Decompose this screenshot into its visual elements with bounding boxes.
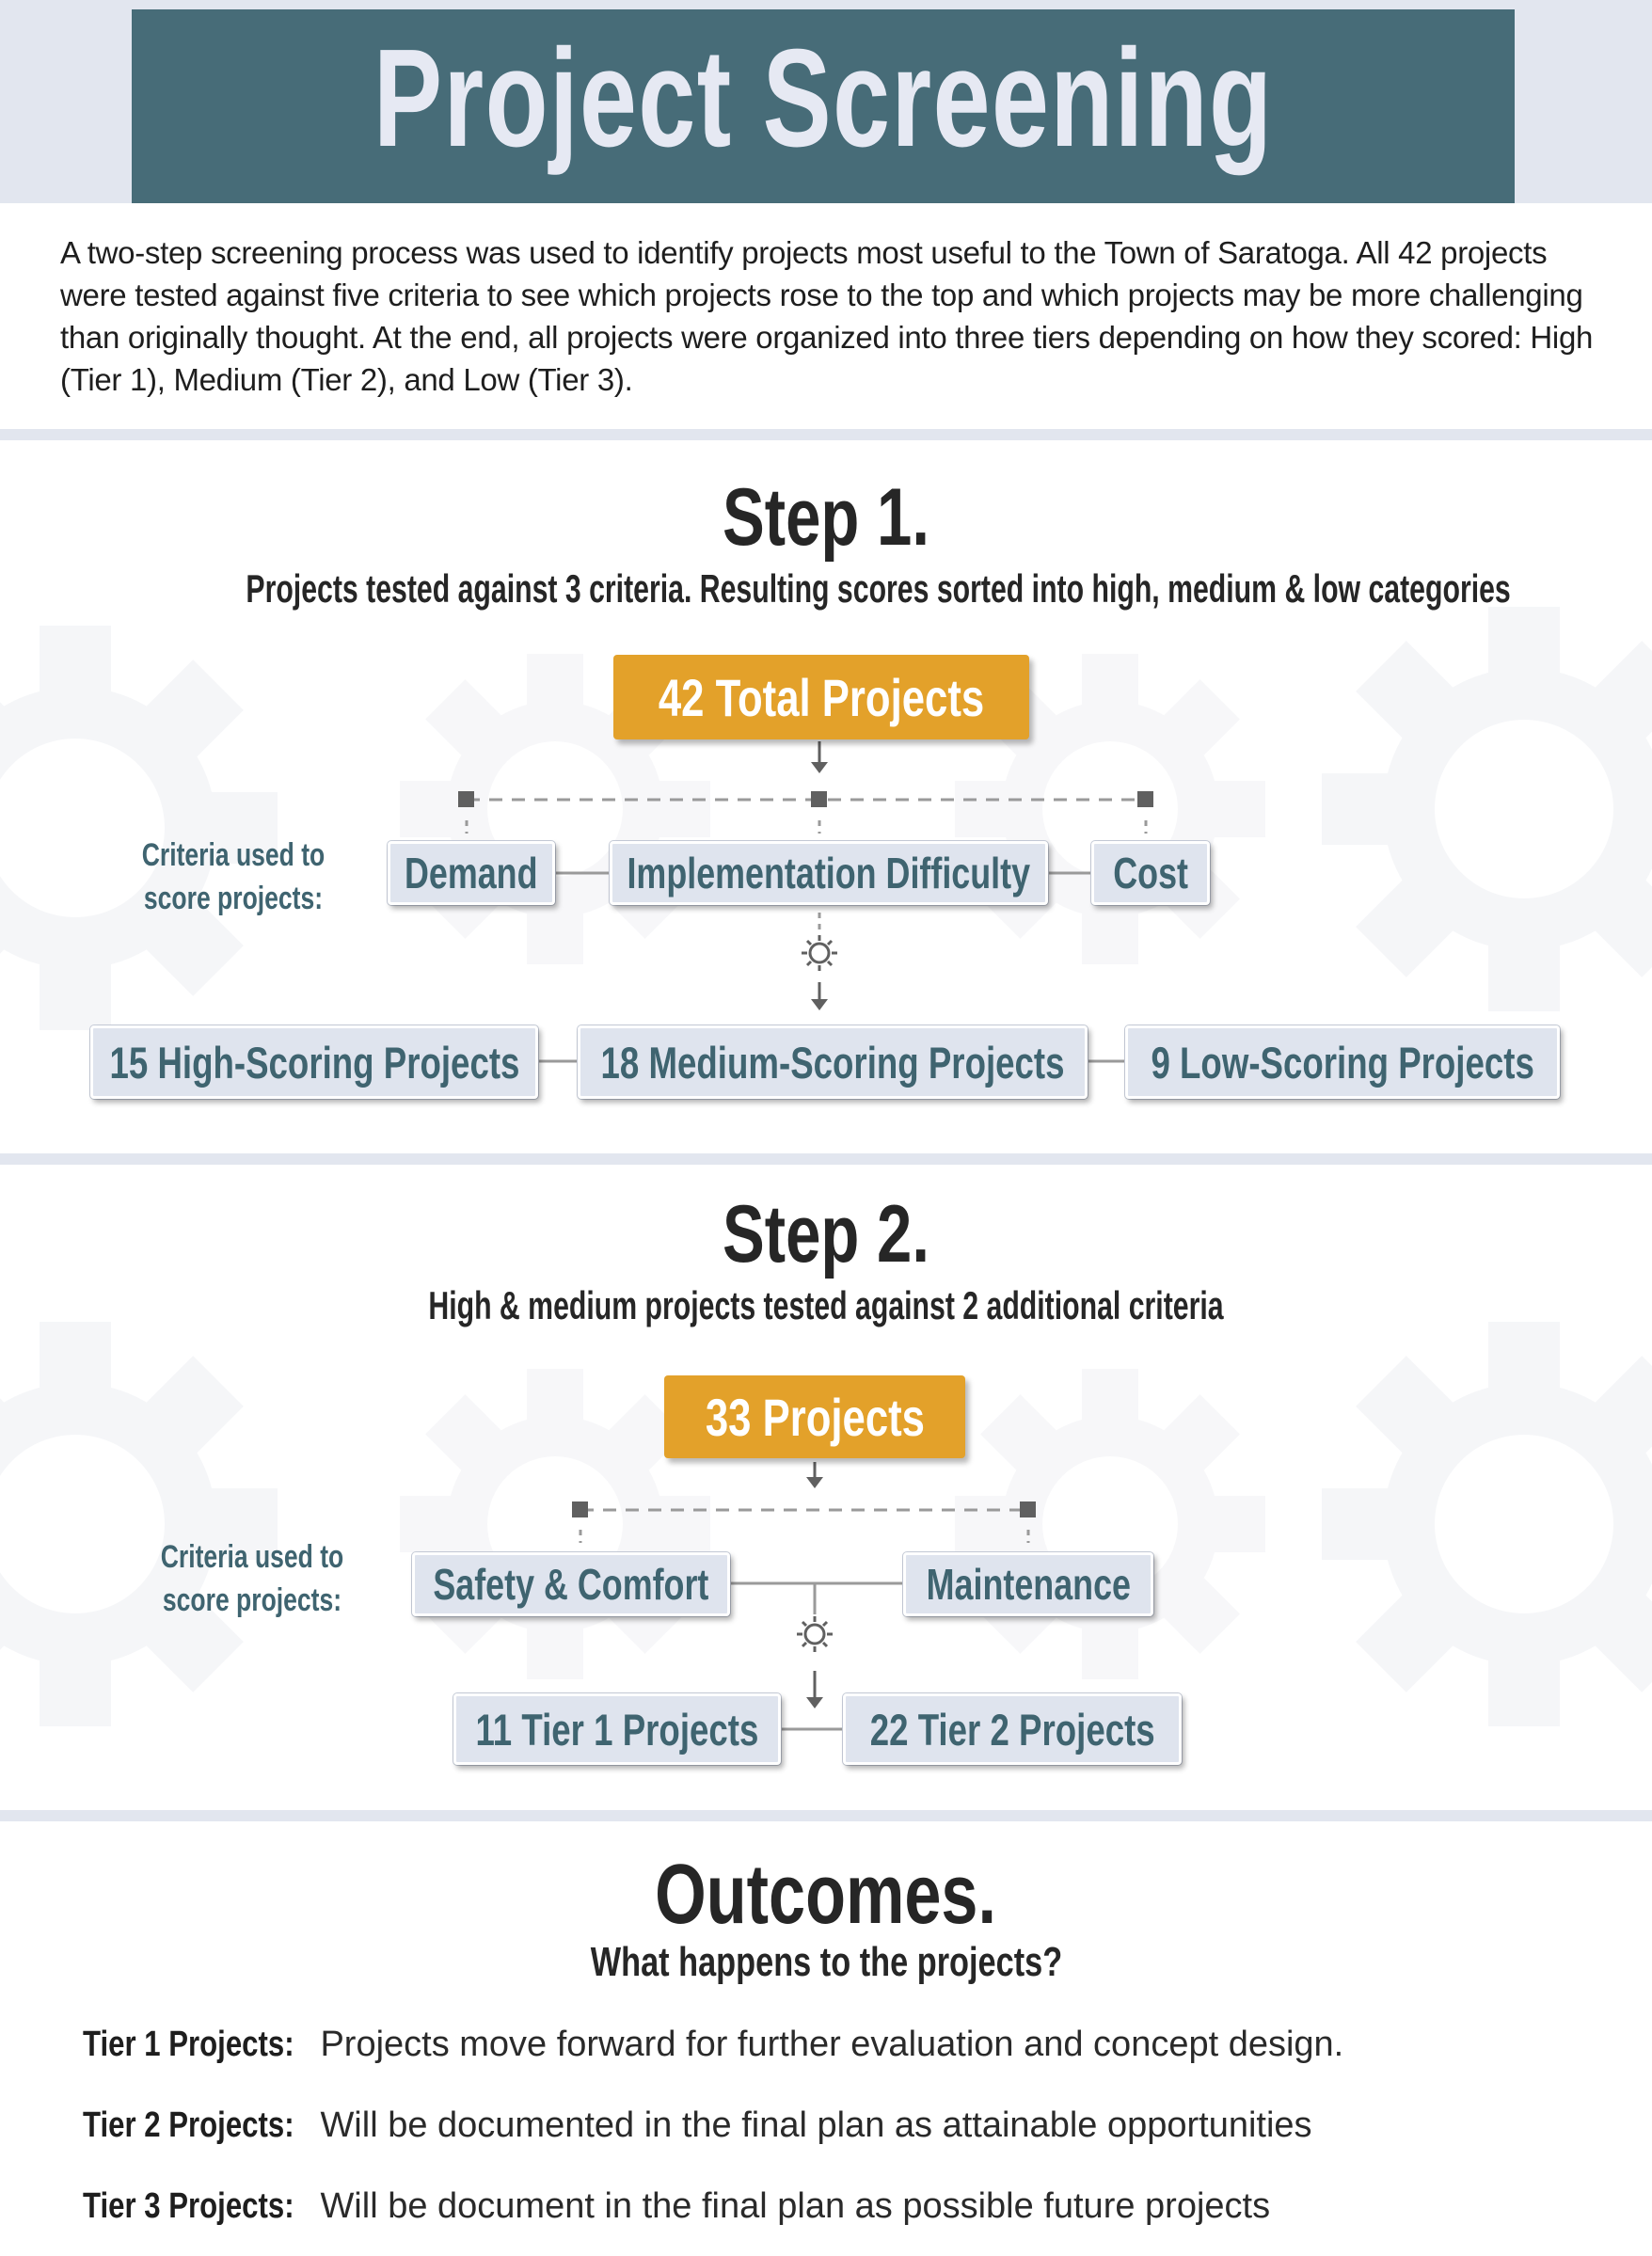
step1-title: Step 1. bbox=[723, 472, 929, 563]
intro-paragraph: A two-step screening process was used to identify projects most useful to the Town of Saratoga. All 42 projects were tested against five criteria to see which projects rose to the top and which projects may be more challenging than originally thought. At the end, all projects were organized into three tiers depending on how they scored: High (Tier 1), Medium (Tier 2), and Low (Tier 3). bbox=[60, 235, 1594, 397]
outcome-tier2 bbox=[83, 2102, 1607, 2149]
step1-total-box: 42 Total Projects bbox=[613, 655, 1029, 739]
outcome-text: Projects move forward for further evaluation and concept design. bbox=[320, 2025, 1344, 2064]
result-high-scoring: 15 High-Scoring Projects bbox=[90, 1025, 538, 1099]
result-tier2: 22 Tier 2 Projects bbox=[843, 1693, 1182, 1765]
criterion-cost: Cost bbox=[1091, 841, 1210, 905]
criterion-safety-comfort: Safety & Comfort bbox=[412, 1552, 730, 1616]
criterion-demand: Demand bbox=[388, 841, 555, 905]
outcome-text: Will be documented in the final plan as attainable opportunities bbox=[320, 2105, 1312, 2145]
step1-criteria-label: Criteria used to score projects: bbox=[141, 837, 326, 916]
criterion-implementation-difficulty: Implementation Difficulty bbox=[610, 841, 1048, 905]
outcome-label: Tier 1 Projects: bbox=[83, 2025, 294, 2064]
result-low-scoring: 9 Low-Scoring Projects bbox=[1125, 1025, 1560, 1099]
outcome-tier3 bbox=[83, 2183, 1607, 2230]
outcome-label: Tier 2 Projects: bbox=[83, 2105, 294, 2145]
step2-criteria-label: Criteria used to score projects: bbox=[160, 1539, 344, 1618]
outcome-label: Tier 3 Projects: bbox=[83, 2186, 294, 2226]
result-tier1: 11 Tier 1 Projects bbox=[453, 1693, 781, 1765]
outcome-tier1 bbox=[83, 2021, 1607, 2068]
outcomes-title: Outcomes. bbox=[655, 1848, 997, 1942]
result-medium-scoring: 18 Medium-Scoring Projects bbox=[578, 1025, 1088, 1099]
outcomes-subtitle: What happens to the projects? bbox=[590, 1939, 1062, 1985]
step2-subtitle: High & medium projects tested against 2 additional criteria bbox=[428, 1283, 1224, 1327]
outcome-text: Will be document in the final plan as possible future projects bbox=[320, 2186, 1271, 2226]
criterion-maintenance: Maintenance bbox=[903, 1552, 1153, 1616]
page-title: Project Screening bbox=[373, 21, 1274, 176]
step2-total-box: 33 Projects bbox=[664, 1375, 965, 1458]
step1-subtitle: Projects tested against 3 criteria. Resulting scores sorted into high, medium & low categories bbox=[246, 566, 1511, 611]
step2-title: Step 2. bbox=[723, 1189, 929, 1279]
section-divider bbox=[0, 1810, 1652, 1821]
section-divider bbox=[0, 1153, 1652, 1165]
